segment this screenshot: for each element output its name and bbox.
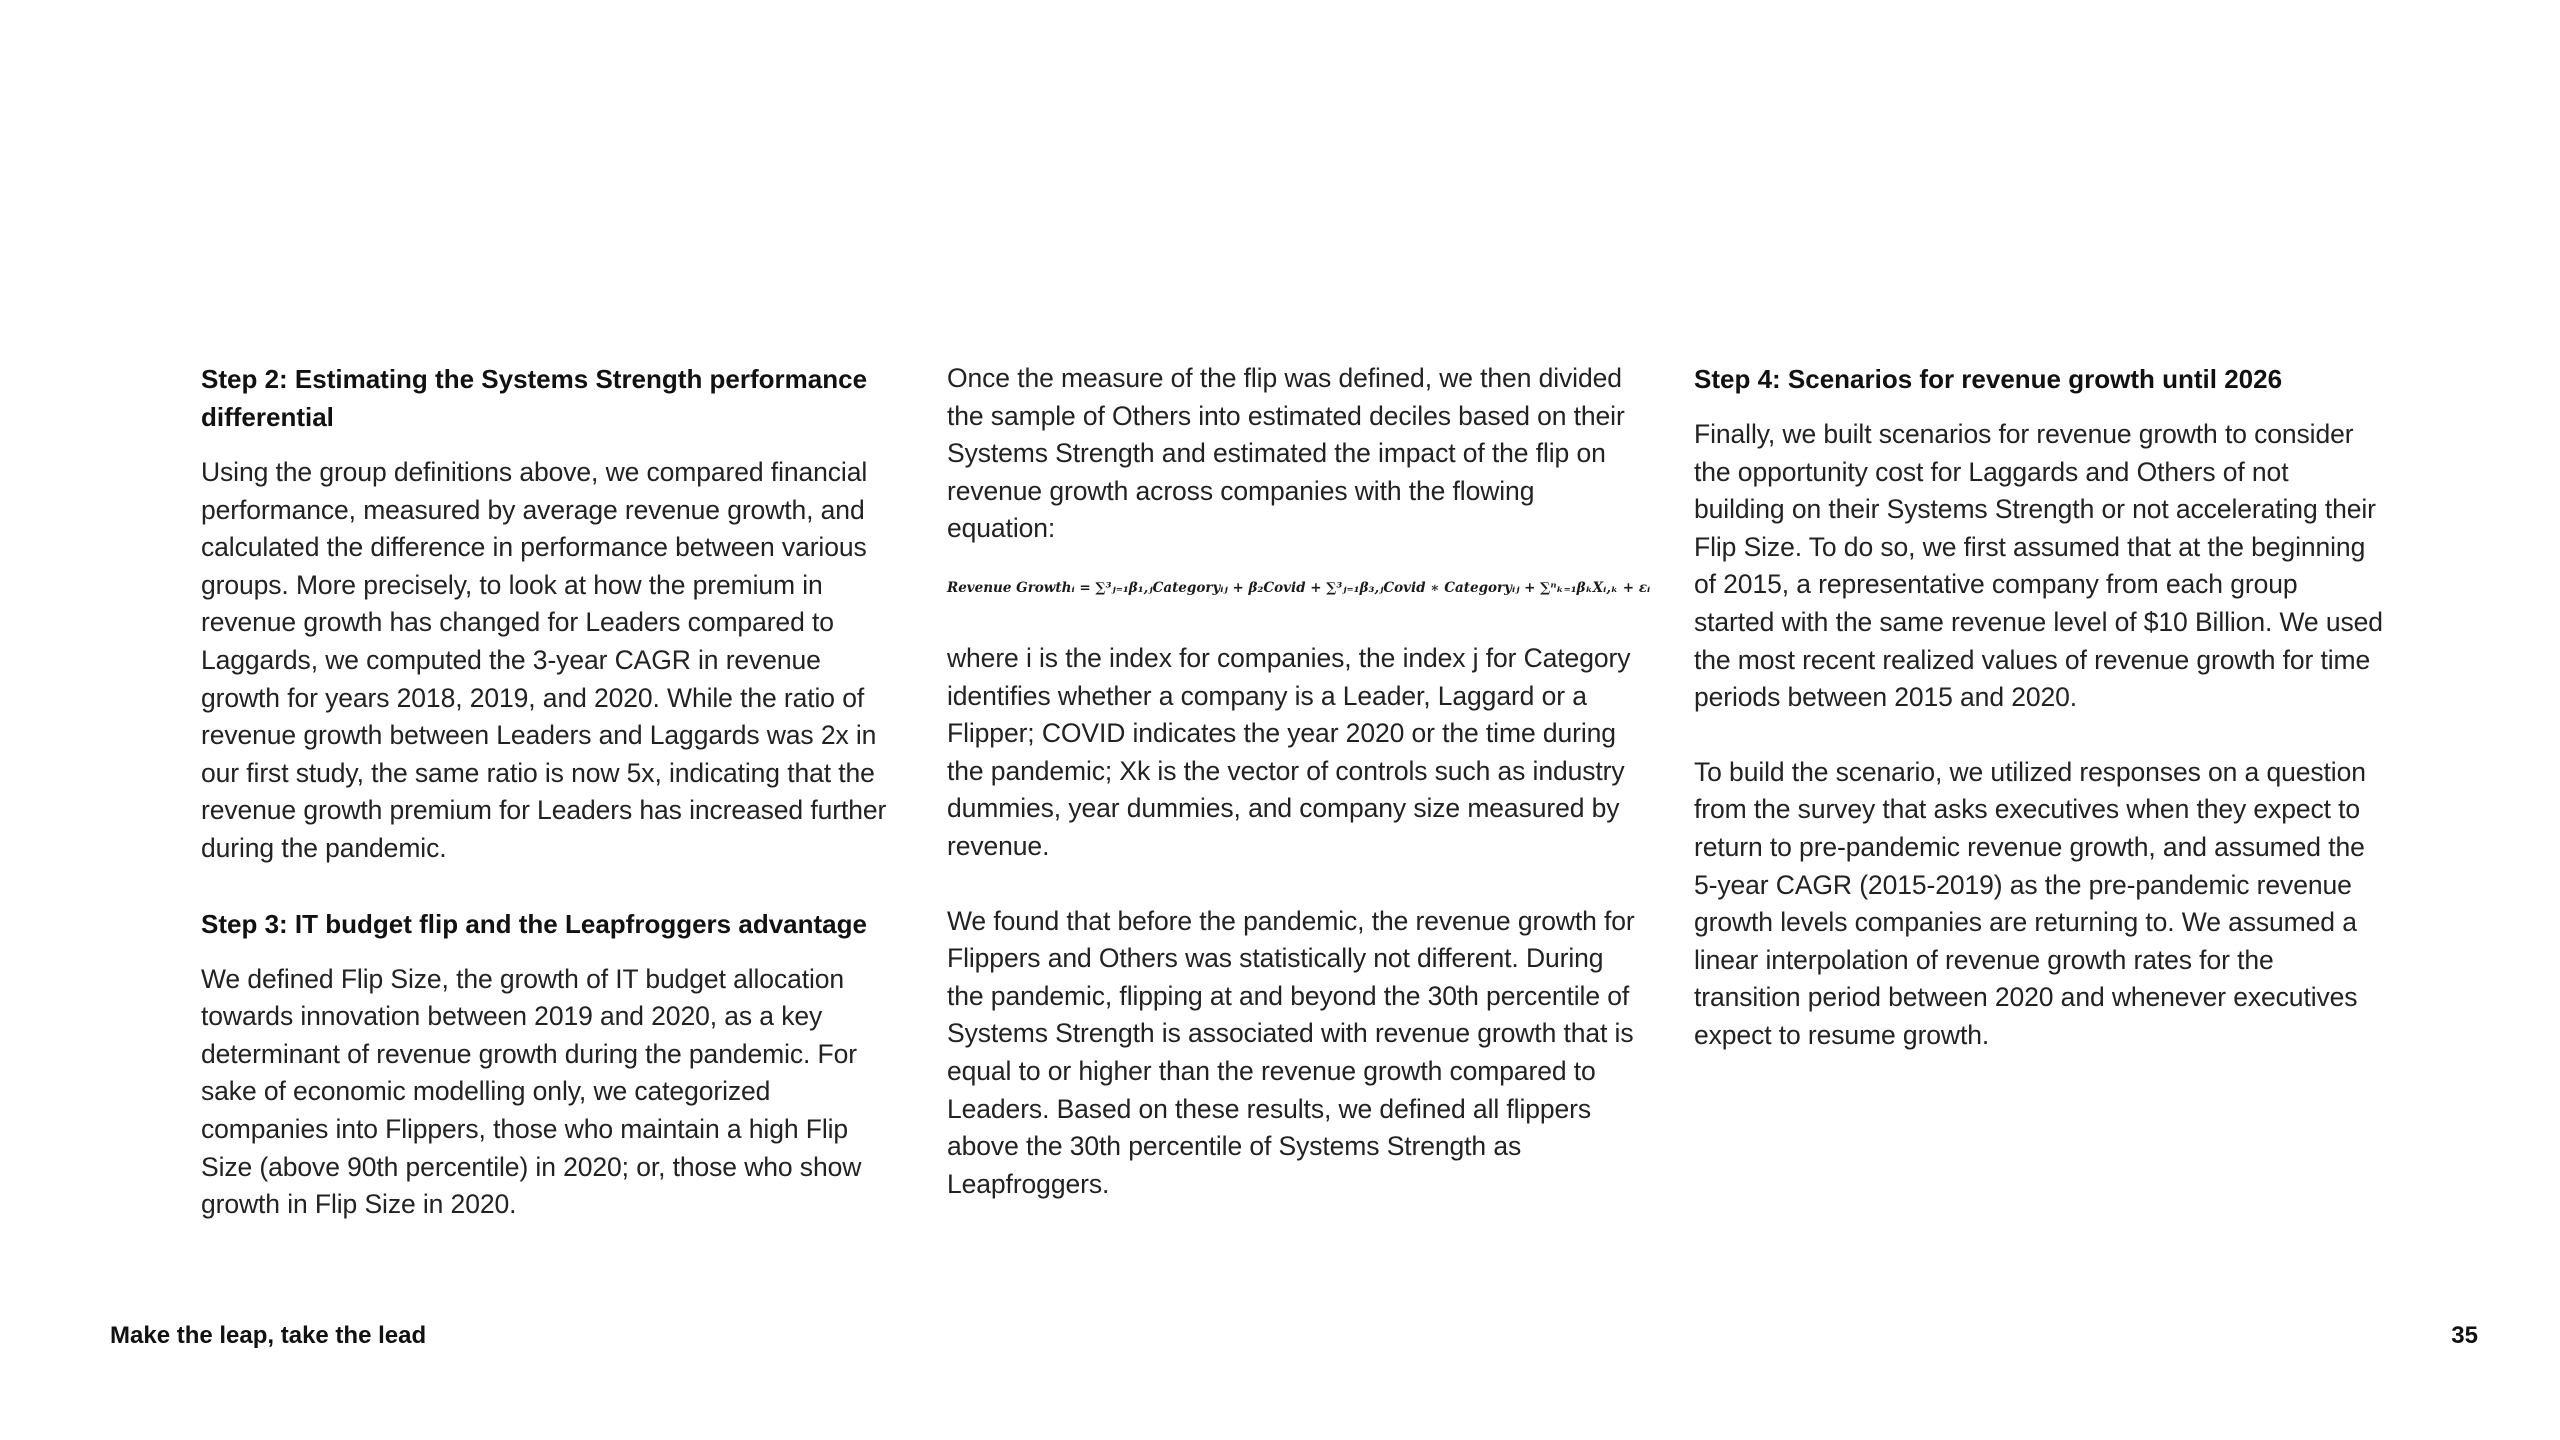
findings-paragraph: We found that before the pandemic, the revenue growth for Flippers and Others was statistically not different. During the pandemic, flipping at and beyond the 30th percentile of Systems Strength is associated with revenue growth that is equal to or higher than the revenue growth compared to Leaders. Based on these results, we defined all flippers above the 30th percentile of Systems Strength as Leapfroggers. [947,905,1635,1199]
equation-explanation: where i is the index for companies, the index j for Category identifies whether a company is a Leader, Laggard or a Flipper; COVID indicates the year 2020 or the time during the pandemic; Xk is the vector of controls such as industry dummies, year dummies, and company size measured by revenue. [947,642,1631,861]
equation-intro: Once the measure of the flip was defined, we then divided the sample of Others into estimated deciles based on their Systems Strength and estimated the impact of the flip on revenue growth across companies with the flowing equation: [947,363,1625,544]
step-4-body-2: To build the scenario, we utilized responses on a question from the survey that asks executives when they expect to return to pre-pandemic revenue growth, and assumed the 5-year CAGR (2015-2019) as the pre-pandemic revenue growth levels companies are returning to. We assumed a linear interpolation of revenue growth rates for the transition period between 2020 and whenever executives expect to resume growth. [1694,756,2366,1050]
step-4-heading: Step 4: Scenarios for revenue growth until 2026 [1694,364,2283,394]
step-2-body: Using the group definitions above, we compared financial performance, measured by average revenue growth, and calculated the difference in performance between various groups. More precisely, to look at how the premium in revenue growth has changed for Leaders compared to Laggards, we computed the 3-year CAGR in revenue growth for years 2018, 2019, and 2020. While the ratio of revenue growth between Leaders and Laggards was 2x in our first study, the same ratio is now 5x, indicating that the revenue growth premium for Leaders has increased further during the pandemic. [201,457,887,863]
revenue-growth-equation: Revenue Growthᵢ = ∑³ⱼ₌₁β₁,ⱼCategoryᵢⱼ + β₂Covid + ∑³ⱼ₌₁β₃,ⱼCovid ∗ Categoryᵢⱼ + ∑ⁿₖ₌₁βₖXᵢ,ₖ + εᵢ [947,579,1651,596]
column-middle [947,360,1651,1203]
step-2-heading: Step 2: Estimating the Systems Strength performance differential [201,364,868,432]
step-3-heading: Step 3: IT budget flip and the Leapfroggers advantage [201,908,867,939]
page-number: 35 [2451,1322,2478,1349]
step-4-body-1: Finally, we built scenarios for revenue growth to consider the opportunity cost for Laggards and Others of not building on their Systems Strength or not accelerating their Flip Size. To do so, we first assumed that at the beginning of 2015, a representative company from each group started with the same revenue level of $10 Billion. We used the most recent realized values of revenue growth for time periods between 2015 and 2020. [1694,419,2383,713]
column-left [201,360,891,1224]
column-right [1694,360,2384,1055]
step-3-body: We defined Flip Size, the growth of IT budget allocation towards innovation between 2019 and 2020, as a key determinant of revenue growth during the pandemic. For sake of economic modelling only, we categorized companies into Flippers, those who maintain a high Flip Size (above 90th percentile) in 2020; or, those who show growth in Flip Size in 2020. [201,963,862,1220]
footer-title: Make the leap, take the lead [110,1322,427,1349]
